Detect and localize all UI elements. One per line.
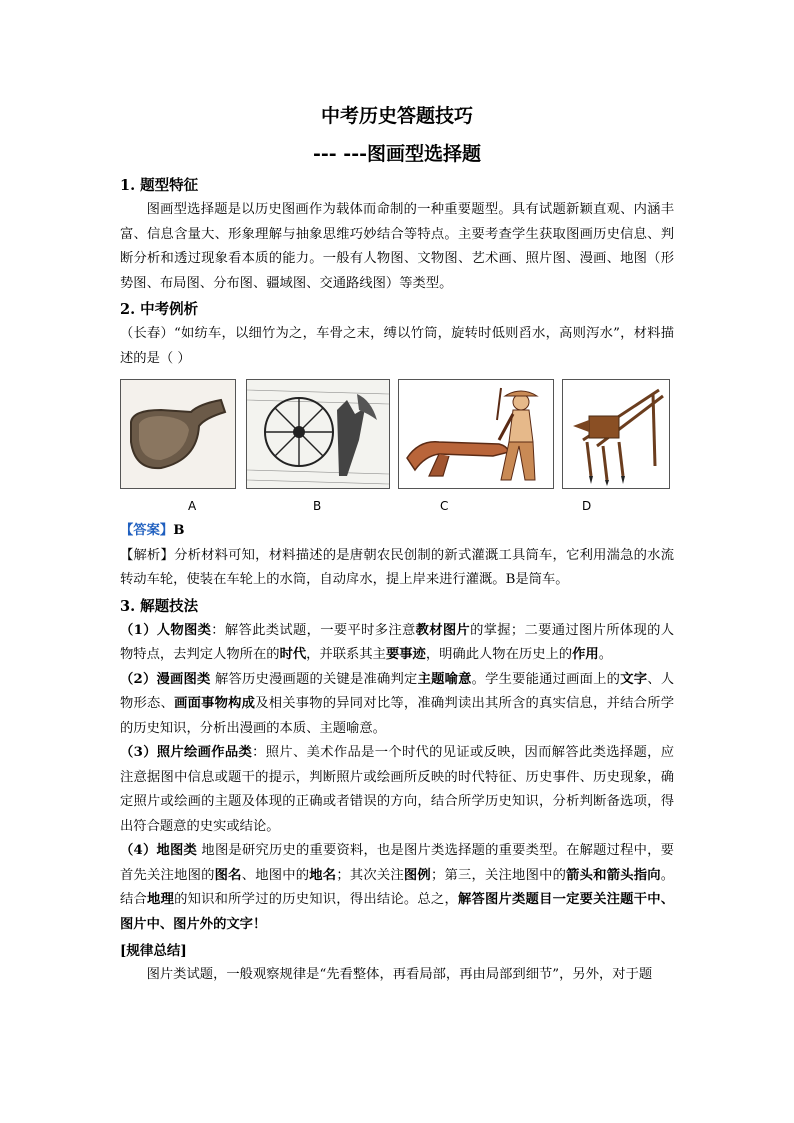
page-subtitle: --- ---图画型选择题	[313, 143, 481, 165]
section-1-paragraph: 图画型选择题是以历史图画作为载体而命制的一种重要题型。具有试题新颖直观、内涵丰富、信息含量大、形象理解与抽象思维巧妙结合等特点。主要考查学生获取图画历史信息、判断分析和透过现象看本质的能力。一般有人物图、文物图、艺术画、照片图、漫画、地图（形势图、布局图、分布图、疆域图、交通路线图）等类型。	[120, 202, 674, 291]
section-2-heading: 2. 中考例析	[120, 301, 199, 318]
technique-photo-lead: （3）照片绘画作品类	[120, 745, 253, 760]
section-3-heading: 3. 解题技法	[120, 597, 199, 615]
technique-map: （4）地图类 地图是研究历史的重要资料，也是图片类选择题的重要类型。在解题过程中，要首先关注地图的图名、地图中的地名；其次关注图例；第三，关注地图中的箭头和箭头指向。结合地理的知识和所学过的历史知识，得出结论。总之，解答图片类题目一定要关注题干中、图片中、图片外的文字！	[120, 843, 675, 932]
page-title: 中考历史答题技巧	[320, 105, 473, 127]
option-b-label: B	[313, 499, 322, 513]
technique-person: （1）人物图类：解答此类试题，一要平时多注意教材图片的掌握；二要通过图片所体现的人物特点，去判定人物所在的时代，并联系其主要事迹，明确此人物在历史上的作用。	[120, 622, 675, 662]
option-a-label: A	[188, 499, 197, 513]
rule-summary-heading: [规律总结]	[120, 943, 187, 959]
answer-line	[120, 519, 674, 544]
option-c-image	[398, 379, 554, 489]
section-1-heading: 1. 题型特征	[120, 177, 199, 194]
answer-label: 【答案】	[120, 523, 174, 538]
technique-person-lead: （1）人物图类	[120, 622, 212, 638]
technique-map-lead: （4）地图类	[120, 843, 197, 858]
technique-cartoon-lead: （2）漫画图类	[120, 671, 211, 687]
option-figures	[120, 379, 674, 519]
example-question: （长春）“如纺车，以细竹为之，车骨之末，缚以竹筒，旋转时低则舀水，高则泻水”，材料描述的是（ ）	[120, 326, 674, 366]
analysis-paragraph: 【解析】分析材料可知，材料描述的是唐朝农民创制的新式灌溉工具筒车，它利用湍急的水流转动车轮，使装在车轮上的水筒，自动戽水，提上岸来进行灌溉。B是筒车。	[120, 547, 674, 587]
technique-cartoon: （2）漫画图类 解答历史漫画题的关键是准确判定主题喻意。学生要能通过画面上的文字、人物形态、画面事物构成及相关事物的异同对比等，准确判读出其所含的真实信息，并结合所学的历史知识，分析出漫画的本质、主题喻意。	[120, 671, 675, 736]
answer-value: B	[173, 523, 185, 538]
option-d-label: D	[582, 499, 592, 513]
technique-photo: （3）照片绘画作品类：照片、美术作品是一个时代的见证或反映，因而解答此类选择题，应注意据图中信息或题干的提示，判断照片或绘画所反映的时代特征、历史事件、历史现象，确定照片或绘画的主题及体现的正确或者错误的方向，结合所学历史知识，分析判断备选项，得出符合题意的史实或结论。	[120, 745, 674, 834]
option-d-image	[562, 379, 670, 489]
document-page	[120, 100, 674, 988]
option-c-label: C	[440, 499, 449, 513]
option-a-image	[120, 379, 236, 489]
rule-summary-paragraph: 图片类试题，一般观察规律是“先看整体，再看局部，再由局部到细节”，另外，对于题	[146, 967, 653, 982]
option-b-image	[246, 379, 390, 489]
